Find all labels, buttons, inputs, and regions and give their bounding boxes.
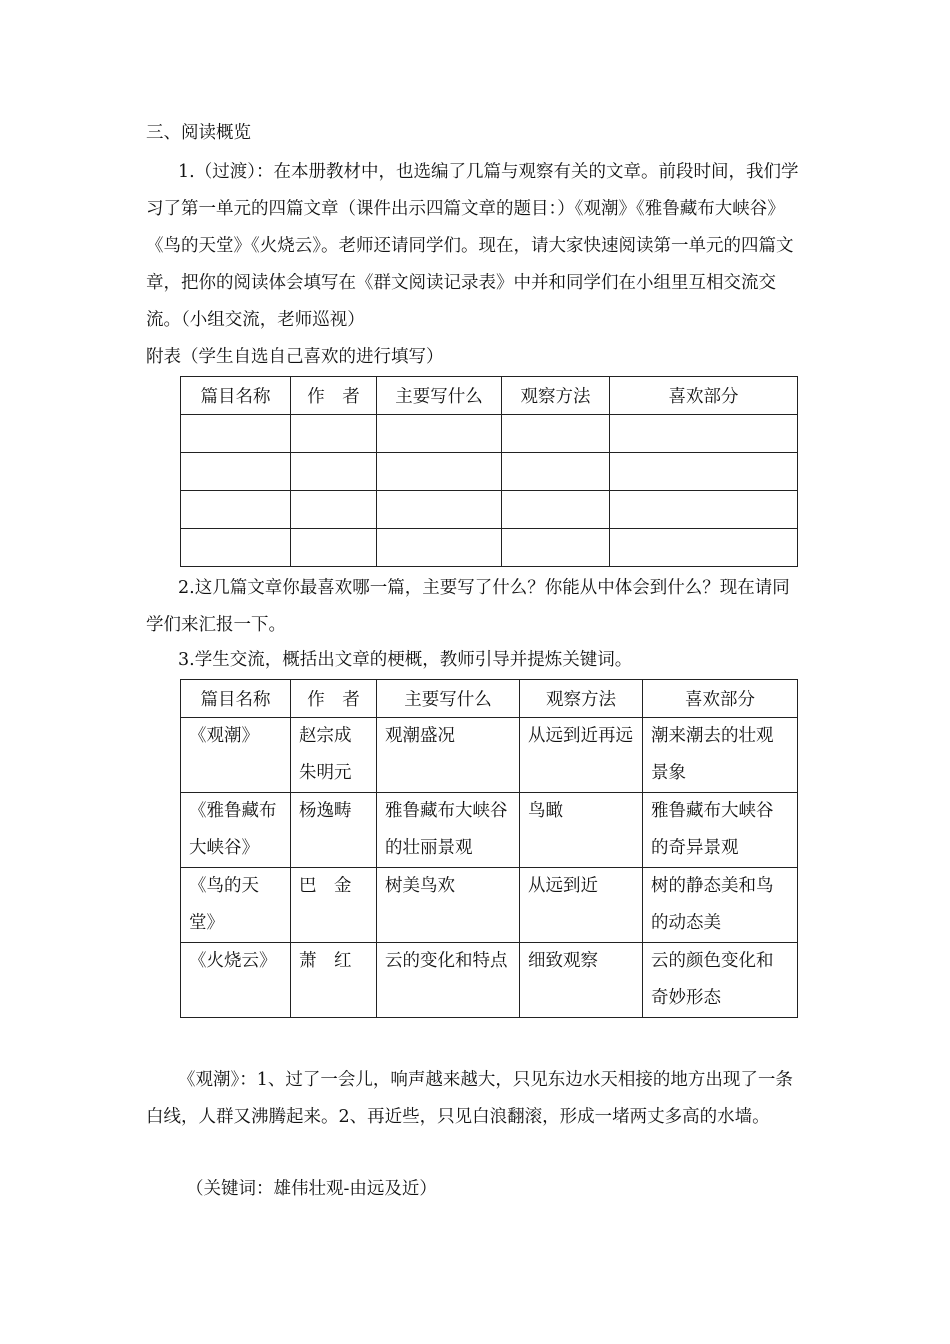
header-favorite-part: 喜欢部分 (643, 680, 798, 718)
cell-observation-method: 鸟瞰 (520, 793, 643, 868)
table-row (181, 718, 798, 793)
table-row (181, 529, 798, 567)
cell-favorite-part: 云的颜色变化和奇妙形态 (643, 943, 798, 1018)
blank-cell[interactable] (377, 491, 502, 529)
cell-favorite-part: 潮来潮去的壮观景象 (643, 718, 798, 793)
cell-main-content: 树美鸟欢 (377, 868, 520, 943)
header-author: 作 者 (291, 680, 377, 718)
cell-author: 萧 红 (291, 943, 377, 1018)
blank-cell[interactable] (610, 529, 798, 567)
table-row (181, 868, 798, 943)
header-observation-method: 观察方法 (502, 377, 610, 415)
cell-title: 《雅鲁藏布大峡谷》 (181, 793, 291, 868)
table-row (181, 453, 798, 491)
blank-cell[interactable] (291, 453, 377, 491)
blank-cell[interactable] (181, 529, 291, 567)
blank-cell[interactable] (291, 491, 377, 529)
keywords-note: （关键词：雄伟壮观-由远及近） (186, 1179, 437, 1199)
cell-favorite-part: 树的静态美和鸟的动态美 (643, 868, 798, 943)
table-row (181, 793, 798, 868)
blank-cell[interactable] (610, 453, 798, 491)
blank-cell[interactable] (610, 415, 798, 453)
blank-cell[interactable] (181, 491, 291, 529)
cell-main-content: 观潮盛况 (377, 718, 520, 793)
blank-cell[interactable] (377, 529, 502, 567)
blank-cell[interactable] (291, 415, 377, 453)
blank-cell[interactable] (377, 415, 502, 453)
cell-title: 《火烧云》 (181, 943, 291, 1018)
reading-record-table-blank (180, 376, 798, 567)
header-main-content: 主要写什么 (377, 377, 502, 415)
blank-cell[interactable] (610, 491, 798, 529)
paragraph-exchange: 3.学生交流，概括出文章的梗概，教师引导并提炼关键词。 (178, 650, 633, 670)
section-heading: 三、阅读概览 (146, 123, 251, 143)
blank-cell[interactable] (502, 491, 610, 529)
cell-observation-method: 从远到近再远 (520, 718, 643, 793)
paragraph-guanchao-text: 《观潮》：1、过了一会儿，响声越来越大，只见东边水天相接的地方出现了一条白线，人群又沸腾起来。2、再近些，只见白浪翻滚，形成一堵两丈多高的水墙。 (146, 1070, 793, 1127)
table-row (181, 491, 798, 529)
cell-author: 杨逸畴 (291, 793, 377, 868)
cell-title: 《鸟的天堂》 (181, 868, 291, 943)
paragraph-question-text: 2.这几篇文章你最喜欢哪一篇，主要写了什么？你能从中体会到什么？现在请同学们来汇报一下。 (146, 578, 790, 635)
appendix-label: 附表（学生自选自己喜欢的进行填写） (146, 347, 444, 367)
blank-cell[interactable] (291, 529, 377, 567)
header-main-content: 主要写什么 (377, 680, 520, 718)
header-title: 篇目名称 (181, 377, 291, 415)
reading-record-table-filled (180, 679, 798, 1018)
blank-cell[interactable] (502, 529, 610, 567)
cell-author: 赵宗成朱明元 (291, 718, 377, 793)
paragraph-question (146, 570, 806, 644)
header-observation-method: 观察方法 (520, 680, 643, 718)
cell-main-content: 云的变化和特点 (377, 943, 520, 1018)
cell-observation-method: 细致观察 (520, 943, 643, 1018)
table-header-row (181, 377, 798, 415)
cell-author: 巴 金 (291, 868, 377, 943)
blank-cell[interactable] (181, 453, 291, 491)
header-title: 篇目名称 (181, 680, 291, 718)
blank-cell[interactable] (181, 415, 291, 453)
blank-cell[interactable] (502, 453, 610, 491)
header-author: 作 者 (291, 377, 377, 415)
table-header-row (181, 680, 798, 718)
cell-title: 《观潮》 (181, 718, 291, 793)
paragraph-transition (146, 154, 806, 339)
header-favorite-part: 喜欢部分 (610, 377, 798, 415)
table-row (181, 943, 798, 1018)
cell-main-content: 雅鲁藏布大峡谷的壮丽景观 (377, 793, 520, 868)
paragraph-transition-text: 1.（过渡）：在本册教材中，也选编了几篇与观察有关的文章。前段时间，我们学习了第一单元的四篇文章（课件出示四篇文章的题目：）《观潮》《雅鲁藏布大峡谷》《鸟的天堂》《火烧云》。老师还请同学们。现在，请大家快速阅读第一单元的四篇文章，把你的阅读体会填写在《群文阅读记录表》中并和同学们在小组里互相交流交流。（小组交流，老师巡视） (146, 162, 799, 330)
paragraph-guanchao-excerpt (146, 1062, 806, 1136)
cell-favorite-part: 雅鲁藏布大峡谷的奇异景观 (643, 793, 798, 868)
blank-cell[interactable] (377, 453, 502, 491)
cell-observation-method: 从远到近 (520, 868, 643, 943)
blank-cell[interactable] (502, 415, 610, 453)
table-row (181, 415, 798, 453)
